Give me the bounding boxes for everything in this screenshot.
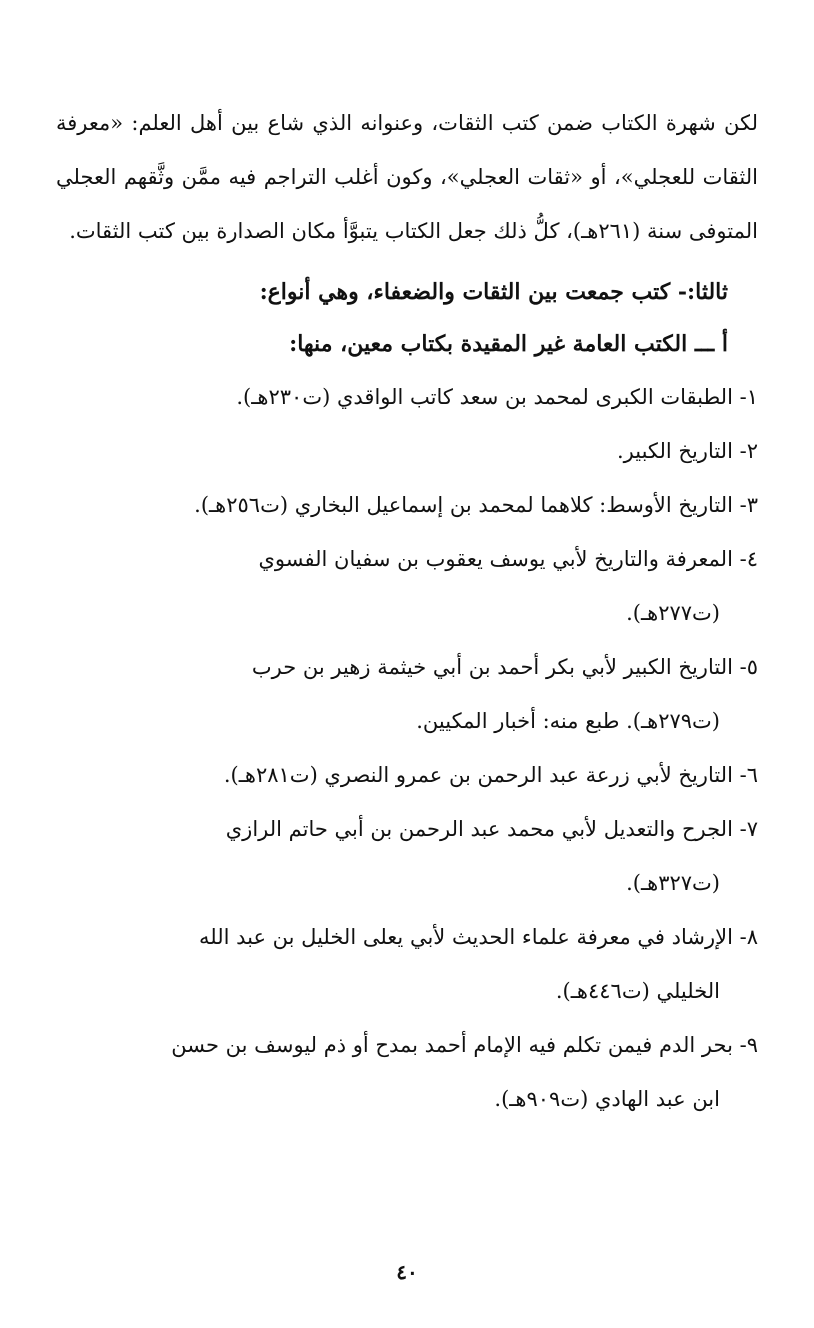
list-item — [56, 478, 758, 532]
document-page — [56, 96, 758, 1288]
item-continuation: (ت٣٢٧هـ). — [626, 871, 720, 895]
item-text: بحر الدم فيمن تكلم فيه الإمام أحمد بمدح أو ذم ليوسف بن حسن — [171, 1033, 733, 1057]
item-number: ٥- — [739, 655, 758, 679]
item-number: ٤- — [739, 547, 758, 571]
intro-paragraph: لكن شهرة الكتاب ضمن كتب الثقات، وعنوانه الذي شاع بين أهل العلم: «معرفة الثقات للعجلي»، أو «ثقات العجلي»، وكون أغلب التراجم فيه ممَّن وثَّقهم العجلي المتوفى سنة (٢٦١هـ)، كلُّ ذلك جعل الكتاب يتبوَّأ مكان الصدارة بين كتب الثقات. — [56, 111, 758, 243]
item-text: الطبقات الكبرى لمحمد بن سعد كاتب الواقدي (ت٢٣٠هـ). — [236, 385, 733, 409]
list-item — [56, 910, 758, 1018]
item-number: ٩- — [739, 1033, 758, 1057]
item-text: التاريخ لأبي زرعة عبد الرحمن بن عمرو النصري (ت٢٨١هـ). — [223, 763, 733, 787]
list-item — [56, 424, 758, 478]
list-item — [56, 802, 758, 910]
list-item — [56, 1018, 758, 1126]
item-number: ٣- — [739, 493, 758, 517]
item-text: المعرفة والتاريخ لأبي يوسف يعقوب بن سفيان الفسوي — [258, 547, 733, 571]
item-number: ٦- — [739, 763, 758, 787]
item-number: ٢- — [739, 439, 758, 463]
item-number: ٨- — [739, 925, 758, 949]
section-subheading: أ ـــ الكتب العامة غير المقيدة بكتاب معين، منها: — [289, 331, 728, 357]
item-text: التاريخ الكبير. — [616, 439, 733, 463]
list-item — [56, 370, 758, 424]
item-text: الإرشاد في معرفة علماء الحديث لأبي يعلى الخليل بن عبد الله — [198, 925, 733, 949]
section-heading: ثالثا:- كتب جمعت بين الثقات والضعفاء، وهي أنواع: — [259, 279, 728, 305]
list-item — [56, 532, 758, 640]
list-item — [56, 640, 758, 748]
item-continuation: ابن عبد الهادي (ت٩٠٩هـ). — [494, 1087, 720, 1111]
item-continuation: الخليلي (ت٤٤٦هـ). — [555, 979, 720, 1003]
item-continuation: (ت٢٧٩هـ). طبع منه: أخبار المكيين. — [416, 709, 720, 733]
list-item — [56, 748, 758, 802]
item-continuation: (ت٢٧٧هـ). — [626, 601, 720, 625]
item-text: الجرح والتعديل لأبي محمد عبد الرحمن بن أبي حاتم الرازي — [225, 817, 733, 841]
item-text: التاريخ الكبير لأبي بكر أحمد بن أبي خيثمة زهير بن حرب — [251, 655, 733, 679]
item-number: ٧- — [739, 817, 758, 841]
page-number: ٤٠ — [396, 1260, 418, 1284]
books-list — [56, 370, 758, 1126]
item-number: ١- — [739, 385, 758, 409]
item-text: التاريخ الأوسط: كلاهما لمحمد بن إسماعيل البخاري (ت٢٥٦هـ). — [194, 493, 733, 517]
